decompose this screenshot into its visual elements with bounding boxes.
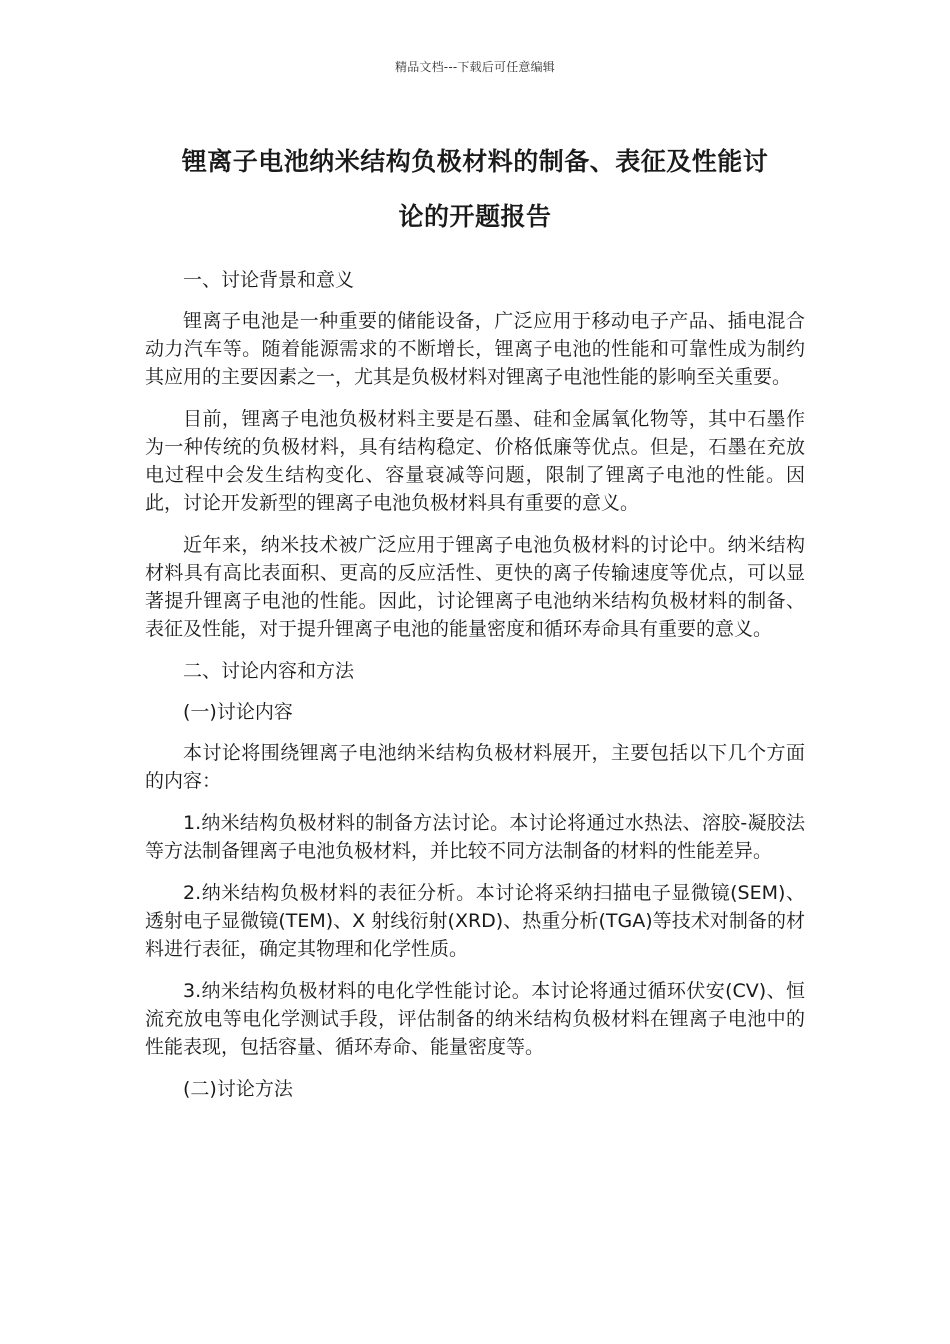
document-title — [140, 134, 810, 244]
document-body — [145, 266, 805, 1116]
list-item-characterization: 2.纳米结构负极材料的表征分析。本讨论将采纳扫描电子显微镜(SEM)、透射电子显微镜(TEM)、X 射线衍射(XRD)、热重分析(TGA)等技术对制备的材料进行表征，确定其物理和化学性质。 — [145, 882, 805, 960]
title-line-1: 锂离子电池纳米结构负极材料的制备、表征及性能讨 — [181, 147, 769, 176]
section-heading-background: 一、讨论背景和意义 — [183, 269, 355, 291]
list-item-preparation: 1.纳米结构负极材料的制备方法讨论。本讨论将通过水热法、溶胶-凝胶法等方法制备锂离子电池负极材料，并比较不同方法制备的材料的性能差异。 — [145, 812, 805, 862]
paragraph-nano-tech: 近年来，纳米技术被广泛应用于锂离子电池负极材料的讨论中。纳米结构材料具有高比表面积、更高的反应活性、更快的离子传输速度等优点，可以显著提升锂离子电池的性能。因此，讨论锂离子电池纳米结构负极材料的制备、表征及性能，对于提升锂离子电池的能量密度和循环寿命具有重要的意义。 — [145, 534, 805, 640]
list-item-electrochemical: 3.纳米结构负极材料的电化学性能讨论。本讨论将通过循环伏安(CV)、恒流充放电等电化学测试手段，评估制备的纳米结构负极材料在锂离子电池中的性能表现，包括容量、循环寿命、能量密度等。 — [145, 980, 805, 1058]
section-heading-content-method: 二、讨论内容和方法 — [183, 660, 355, 682]
paragraph-current-materials: 目前，锂离子电池负极材料主要是石墨、硅和金属氧化物等，其中石墨作为一种传统的负极材料，具有结构稳定、价格低廉等优点。但是，石墨在充放电过程中会发生结构变化、容量衰减等问题，限制了锂离子电池的性能。因此，讨论开发新型的锂离子电池负极材料具有重要的意义。 — [145, 408, 805, 514]
title-line-2: 论的开题报告 — [398, 202, 552, 231]
subsection-heading-method: (二)讨论方法 — [183, 1078, 293, 1100]
paragraph-content-overview: 本讨论将围绕锂离子电池纳米结构负极材料展开，主要包括以下几个方面的内容： — [145, 742, 805, 792]
paragraph-intro: 锂离子电池是一种重要的储能设备，广泛应用于移动电子产品、插电混合动力汽车等。随着能源需求的不断增长，锂离子电池的性能和可靠性成为制约其应用的主要因素之一，尤其是负极材料对锂离子电池性能的影响至关重要。 — [145, 310, 805, 388]
page-header: 精品文档---下载后可任意编辑 — [395, 60, 555, 74]
subsection-heading-content: (一)讨论内容 — [183, 701, 293, 723]
